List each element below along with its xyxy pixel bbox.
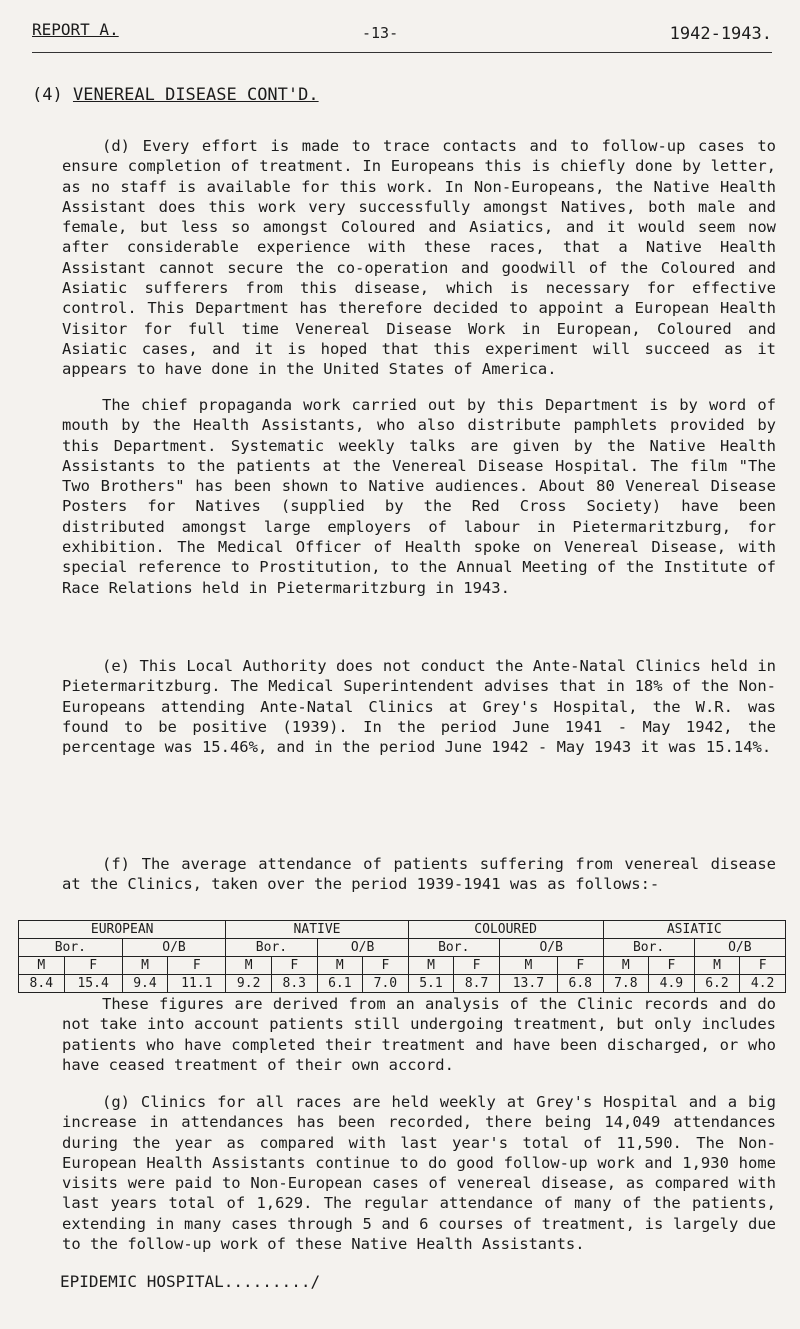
- sex-m: M: [499, 957, 557, 975]
- group-coloured: COLOURED: [408, 921, 603, 939]
- table-group-row: [19, 921, 786, 939]
- sex-m: M: [226, 957, 272, 975]
- table-value-row: [19, 975, 786, 993]
- group-european: EUROPEAN: [19, 921, 226, 939]
- paragraph-note-text: These figures are derived from an analysis of the Clinic records and do not take into account patients still undergoing treatment, but only includes patients who have completed their treatment and have been discharged, or who have ceased treatment of their own accord.: [62, 995, 776, 1074]
- value-european-bor-f: 15.4: [64, 975, 122, 993]
- paragraph-note: [62, 994, 776, 1075]
- subgroup-ob: O/B: [317, 939, 408, 957]
- paragraph-f: [62, 854, 776, 895]
- report-label: REPORT A.: [32, 20, 119, 39]
- value-coloured-ob-m: 13.7: [499, 975, 557, 993]
- value-coloured-bor-m: 5.1: [408, 975, 454, 993]
- sex-f: F: [168, 957, 226, 975]
- paragraph-g: [62, 1092, 776, 1254]
- paragraph-propaganda-text: The chief propaganda work carried out by this Department is by word of mouth by the Health Assistants, who also distribute pamphlets provided by this Department. Systematic weekly talks are given by the Native Health Assistants to the patients at the Venereal Disease Hospital. The film "The Two Brothers" has been shown to Native audiences. About 80 Venereal Disease Posters for Natives (supplied by the Red Cross Society) have been distributed amongst large employers of labour in Pietermaritzburg, for exhibition. The Medical Officer of Health spoke on Venereal Disease, with special reference to Prostitution, to the Annual Meeting of the Institute of Race Relations held in Pietermaritzburg in 1943.: [62, 396, 776, 597]
- table-subgroup-row: [19, 939, 786, 957]
- sex-m: M: [603, 957, 649, 975]
- group-native: NATIVE: [226, 921, 408, 939]
- value-coloured-bor-f: 8.7: [454, 975, 500, 993]
- page-number: -13-: [362, 24, 399, 42]
- report-years: 1942-1943.: [669, 24, 772, 44]
- value-european-ob-f: 11.1: [168, 975, 226, 993]
- subgroup-bor: Bor.: [603, 939, 694, 957]
- value-asiatic-ob-m: 6.2: [694, 975, 740, 993]
- paragraph-d-text: (d) Every effort is made to trace contacts and to follow-up cases to ensure completion of treatment. In Europeans this is chiefly done by letter, as no staff is available for this work. In Non-Europeans, the Native Health Assistant does this work very successfully amongst Natives, both male and female, but less so amongst Coloured and Asiatics, and it would seem now after considerable experience with these races, that a Native Health Assistant cannot secure the co-operation and goodwill of the Coloured and Asiatic sufferers from this disease, which is necessary for effective control. This Department has therefore decided to appoint a European Health Visitor for full time Venereal Disease Work in European, Coloured and Asiatic cases, and it is hoped that this experiment will succeed as it appears to have done in the United States of America.: [62, 137, 776, 379]
- subgroup-bor: Bor.: [19, 939, 123, 957]
- sex-m: M: [408, 957, 454, 975]
- paragraph-g-text: (g) Clinics for all races are held weekly at Grey's Hospital and a big increase in attendances has been recorded, there being 14,049 attendances during the year as compared with last year's total of 11,590. The Non-European Health Assistants continue to do good follow-up work and 1,930 home visits were paid to Non-European cases of venereal disease, as compared with last years total of 1,629. The regular attendance of many of the patients, extending in many cases through 5 and 6 courses of treatment, is largely due to the follow-up work of these Native Health Assistants.: [62, 1093, 776, 1254]
- paragraph-d: [62, 136, 776, 380]
- paragraph-propaganda: [62, 395, 776, 598]
- value-asiatic-bor-f: 4.9: [649, 975, 695, 993]
- sex-m: M: [317, 957, 363, 975]
- subgroup-bor: Bor.: [226, 939, 317, 957]
- footer-continuation: EPIDEMIC HOSPITAL........./: [60, 1272, 321, 1291]
- paragraph-e: [62, 656, 776, 757]
- sex-f: F: [363, 957, 409, 975]
- value-native-bor-f: 8.3: [271, 975, 317, 993]
- sex-f: F: [64, 957, 122, 975]
- value-asiatic-ob-f: 4.2: [740, 975, 786, 993]
- sex-m: M: [19, 957, 65, 975]
- paragraph-e-text: (e) This Local Authority does not conduct the Ante-Natal Clinics held in Pietermaritzburg. The Medical Superintendent advises that in 18% of the Non-Europeans attending Ante-Natal Clinics at Grey's Hospital, the W.R. was found to be positive (1939). In the period June 1941 - May 1942, the percentage was 15.46%, and in the period June 1942 - May 1943 it was 15.14%.: [62, 657, 776, 757]
- section-title: VENEREAL DISEASE CONT'D.: [72, 85, 319, 105]
- group-asiatic: ASIATIC: [603, 921, 785, 939]
- sex-f: F: [557, 957, 603, 975]
- subgroup-ob: O/B: [694, 939, 785, 957]
- sex-m: M: [122, 957, 168, 975]
- value-coloured-ob-f: 6.8: [557, 975, 603, 993]
- value-european-ob-m: 9.4: [122, 975, 168, 993]
- sex-f: F: [454, 957, 500, 975]
- table-sex-row: [19, 957, 786, 975]
- value-native-ob-m: 6.1: [317, 975, 363, 993]
- sex-f: F: [740, 957, 786, 975]
- paragraph-f-text: (f) The average attendance of patients suffering from venereal disease at the Clinics, taken over the period 1939-1941 was as follows:-: [62, 855, 776, 894]
- value-native-ob-f: 7.0: [363, 975, 409, 993]
- subgroup-bor: Bor.: [408, 939, 499, 957]
- subgroup-ob: O/B: [122, 939, 226, 957]
- value-native-bor-m: 9.2: [226, 975, 272, 993]
- subgroup-ob: O/B: [499, 939, 603, 957]
- section-heading: [32, 85, 319, 105]
- sex-f: F: [649, 957, 695, 975]
- sex-m: M: [694, 957, 740, 975]
- attendance-table: [18, 920, 786, 993]
- section-number: (4): [32, 85, 63, 105]
- value-european-bor-m: 8.4: [19, 975, 65, 993]
- sex-f: F: [271, 957, 317, 975]
- page-header: [32, 20, 772, 53]
- value-asiatic-bor-m: 7.8: [603, 975, 649, 993]
